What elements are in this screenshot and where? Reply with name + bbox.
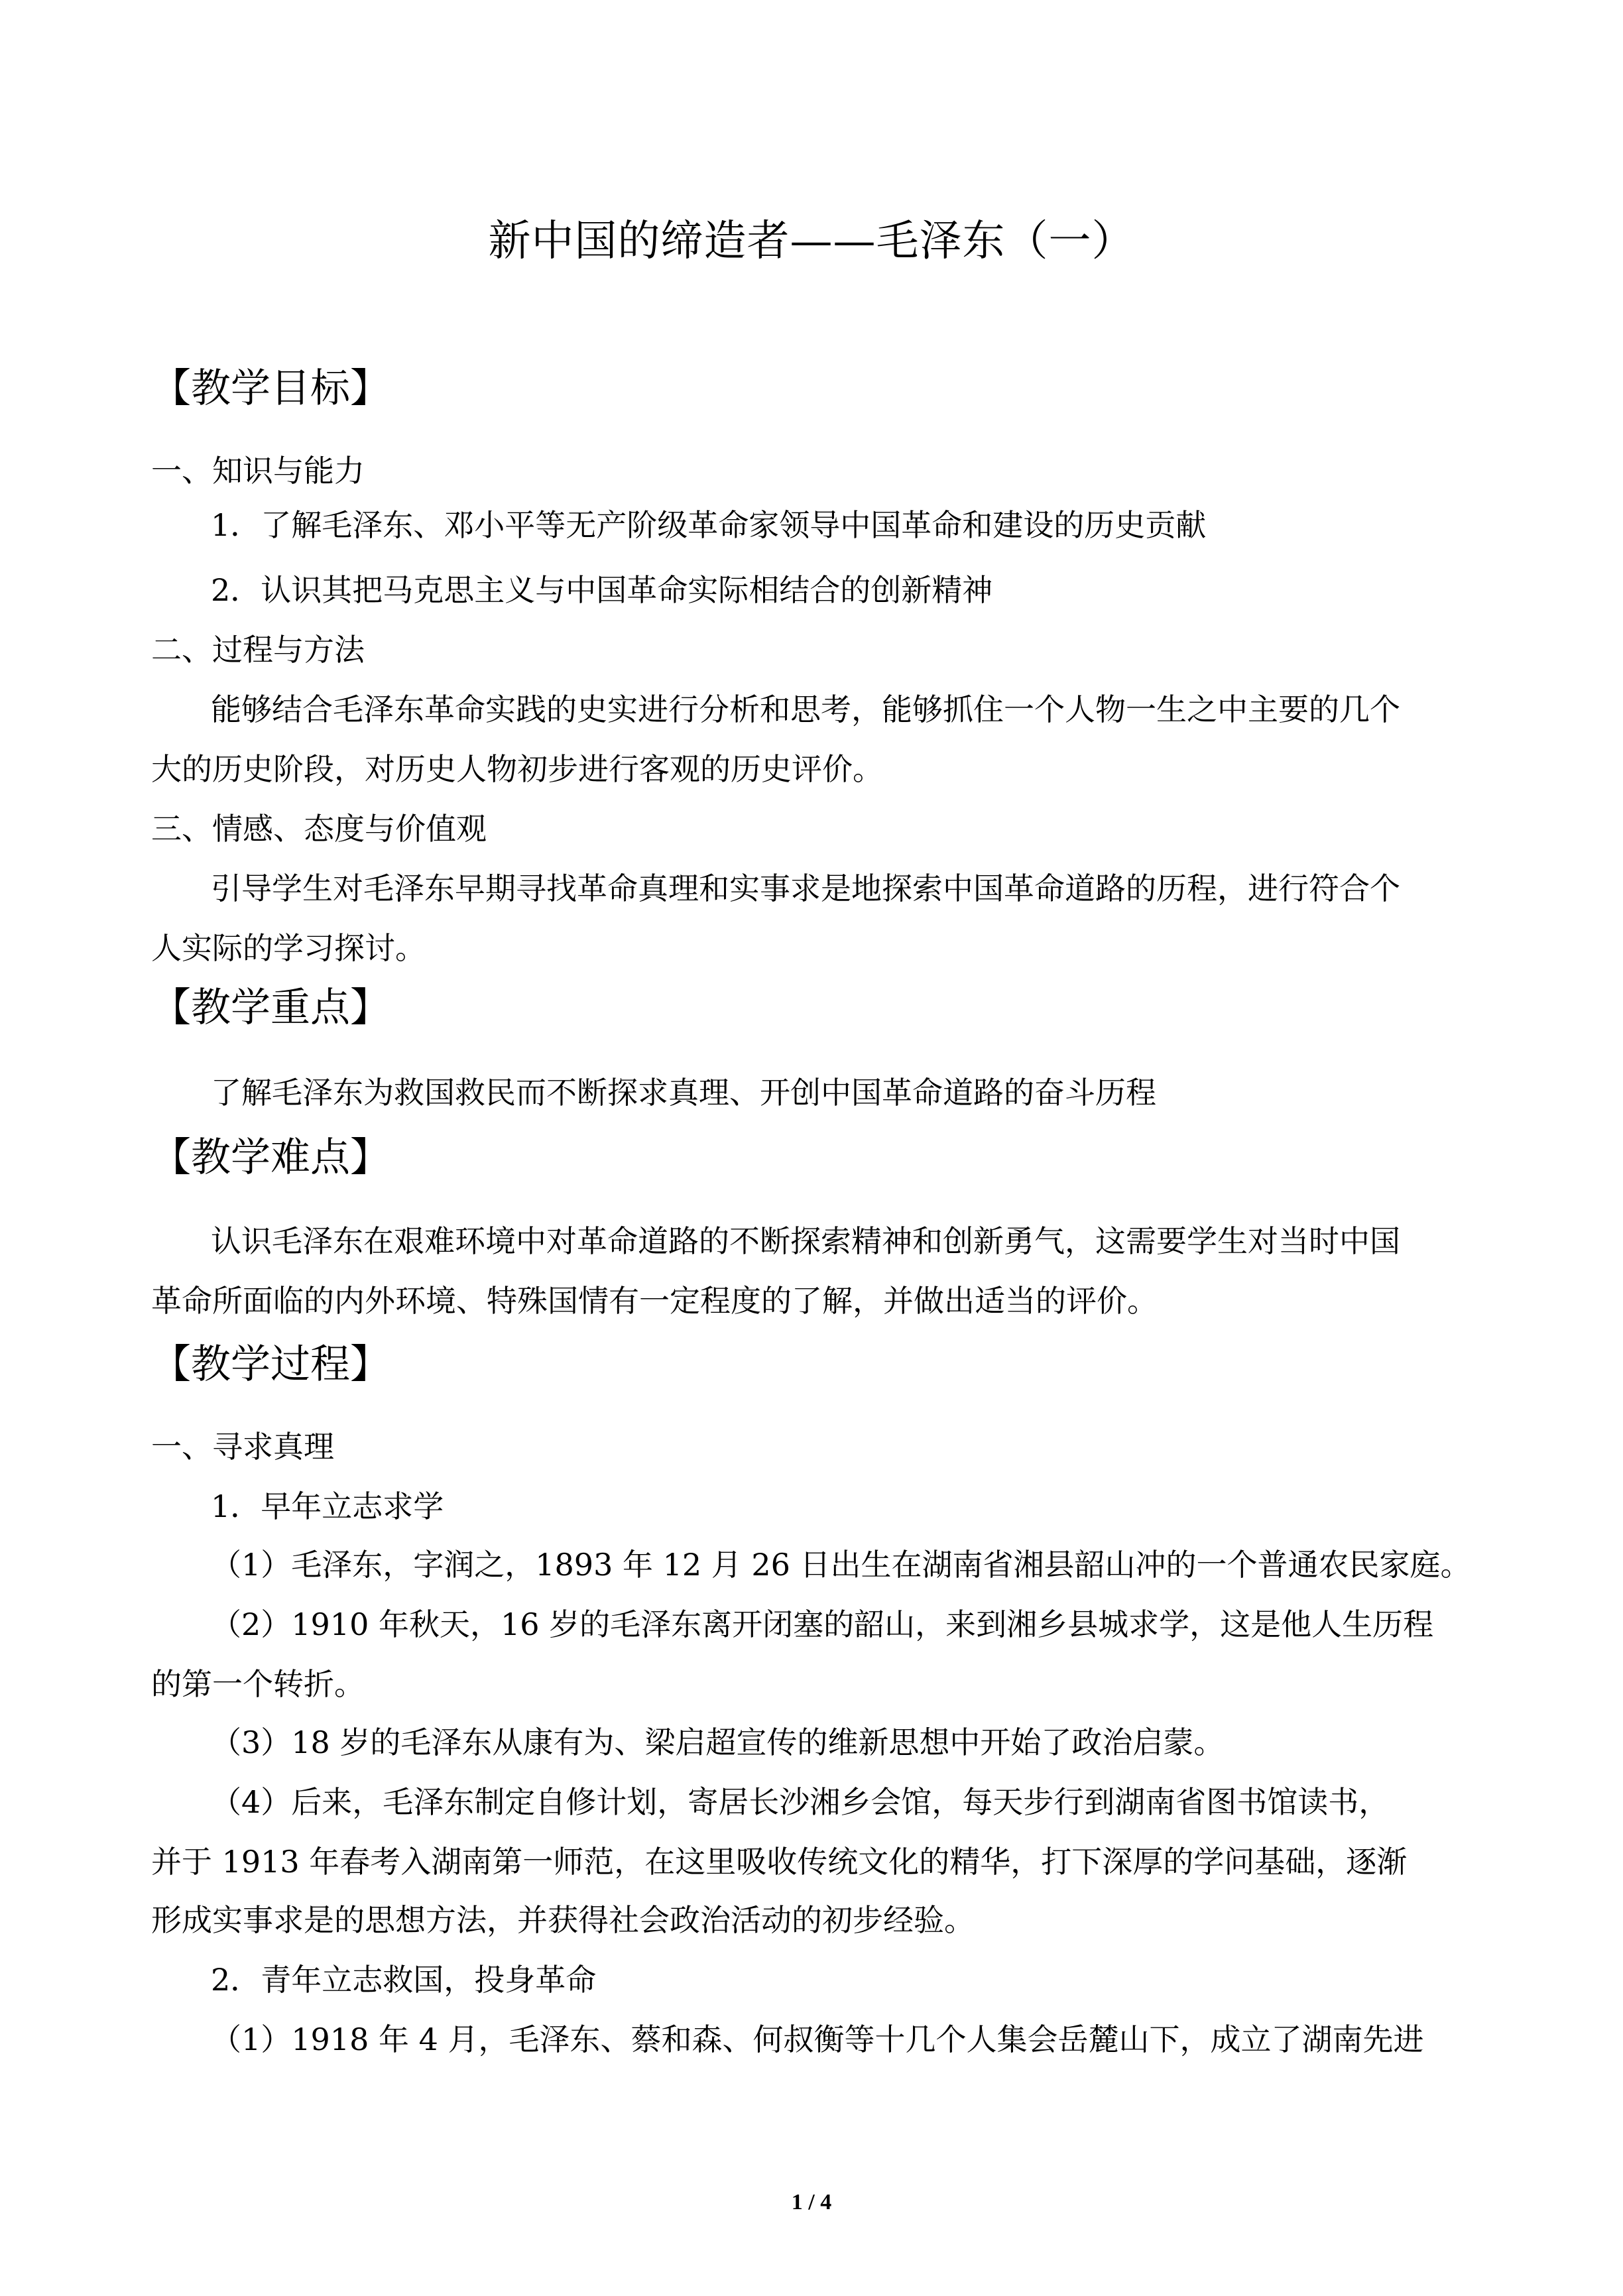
objectives-process-line-2: 大的历史阶段，对历史人物初步进行客观的历史评价。 bbox=[151, 751, 883, 787]
document-title: 新中国的缔造者——毛泽东（一） bbox=[488, 217, 1135, 266]
objectives-emotion-line-2: 人实际的学习探讨。 bbox=[151, 930, 426, 966]
process-paragraph-4-line-1: （4）后来，毛泽东制定自修计划，寄居长沙湘乡会馆，每天步行到湖南省图书馆读书， bbox=[211, 1784, 1390, 1820]
objectives-process-line-1: 能够结合毛泽东革命实践的史实进行分析和思考，能够抓住一个人物一生之中主要的几个 bbox=[211, 692, 1400, 727]
objectives-knowledge-item-2: 2．认识其把马克思主义与中国革命实际相结合的创新精神 bbox=[211, 572, 993, 608]
process-paragraph-4-line-3: 形成实事求是的思想方法，并获得社会政治活动的初步经验。 bbox=[151, 1902, 975, 1938]
process-sub-1-title: 1．早年立志求学 bbox=[211, 1488, 444, 1524]
process-paragraph-5-line-1: （1）1918 年 4 月，毛泽东、蔡和森、何叔衡等十几个人集会岳麓山下，成立了湖南先进 bbox=[211, 2022, 1424, 2057]
objectives-emotion-title: 三、情感、态度与价值观 bbox=[151, 811, 487, 847]
difficulties-line-1: 认识毛泽东在艰难环境中对革命道路的不断探索精神和创新勇气，这需要学生对当时中国 bbox=[211, 1223, 1400, 1259]
process-paragraph-3: （3）18 岁的毛泽东从康有为、梁启超宣传的维新思想中开始了政治启蒙。 bbox=[211, 1724, 1225, 1760]
heading-objectives: 【教学目标】 bbox=[151, 365, 390, 412]
process-paragraph-2-line-1: （2）1910 年秋天，16 岁的毛泽东离开闭塞的韶山，来到湘乡县城求学，这是他人生历程 bbox=[211, 1606, 1434, 1642]
page-number: 1 / 4 bbox=[791, 2190, 832, 2214]
key-points-text: 了解毛泽东为救国救民而不断探求真理、开创中国革命道路的奋斗历程 bbox=[211, 1075, 1156, 1111]
heading-key-points: 【教学重点】 bbox=[151, 985, 390, 1031]
process-paragraph-2-line-2: 的第一个转折。 bbox=[151, 1666, 365, 1702]
process-section-1-title: 一、寻求真理 bbox=[151, 1429, 334, 1465]
process-paragraph-4-line-2: 并于 1913 年春考入湖南第一师范，在这里吸收传统文化的精华，打下深厚的学问基础，逐渐 bbox=[151, 1844, 1408, 1880]
objectives-knowledge-title: 一、知识与能力 bbox=[151, 453, 365, 489]
process-paragraph-1: （1）毛泽东，字润之，1893 年 12 月 26 日出生在湖南省湘县韶山冲的一个普通农民家庭。 bbox=[211, 1547, 1471, 1583]
heading-process: 【教学过程】 bbox=[151, 1341, 390, 1388]
heading-difficulties: 【教学难点】 bbox=[151, 1134, 390, 1181]
objectives-knowledge-item-1: 1．了解毛泽东、邓小平等无产阶级革命家领导中国革命和建设的历史贡献 bbox=[211, 507, 1207, 543]
difficulties-line-2: 革命所面临的内外环境、特殊国情有一定程度的了解，并做出适当的评价。 bbox=[151, 1283, 1158, 1319]
process-sub-2-title: 2．青年立志救国，投身革命 bbox=[211, 1962, 597, 1998]
objectives-process-title: 二、过程与方法 bbox=[151, 632, 365, 668]
objectives-emotion-line-1: 引导学生对毛泽东早期寻找革命真理和实事求是地探索中国革命道路的历程，进行符合个 bbox=[211, 871, 1400, 906]
